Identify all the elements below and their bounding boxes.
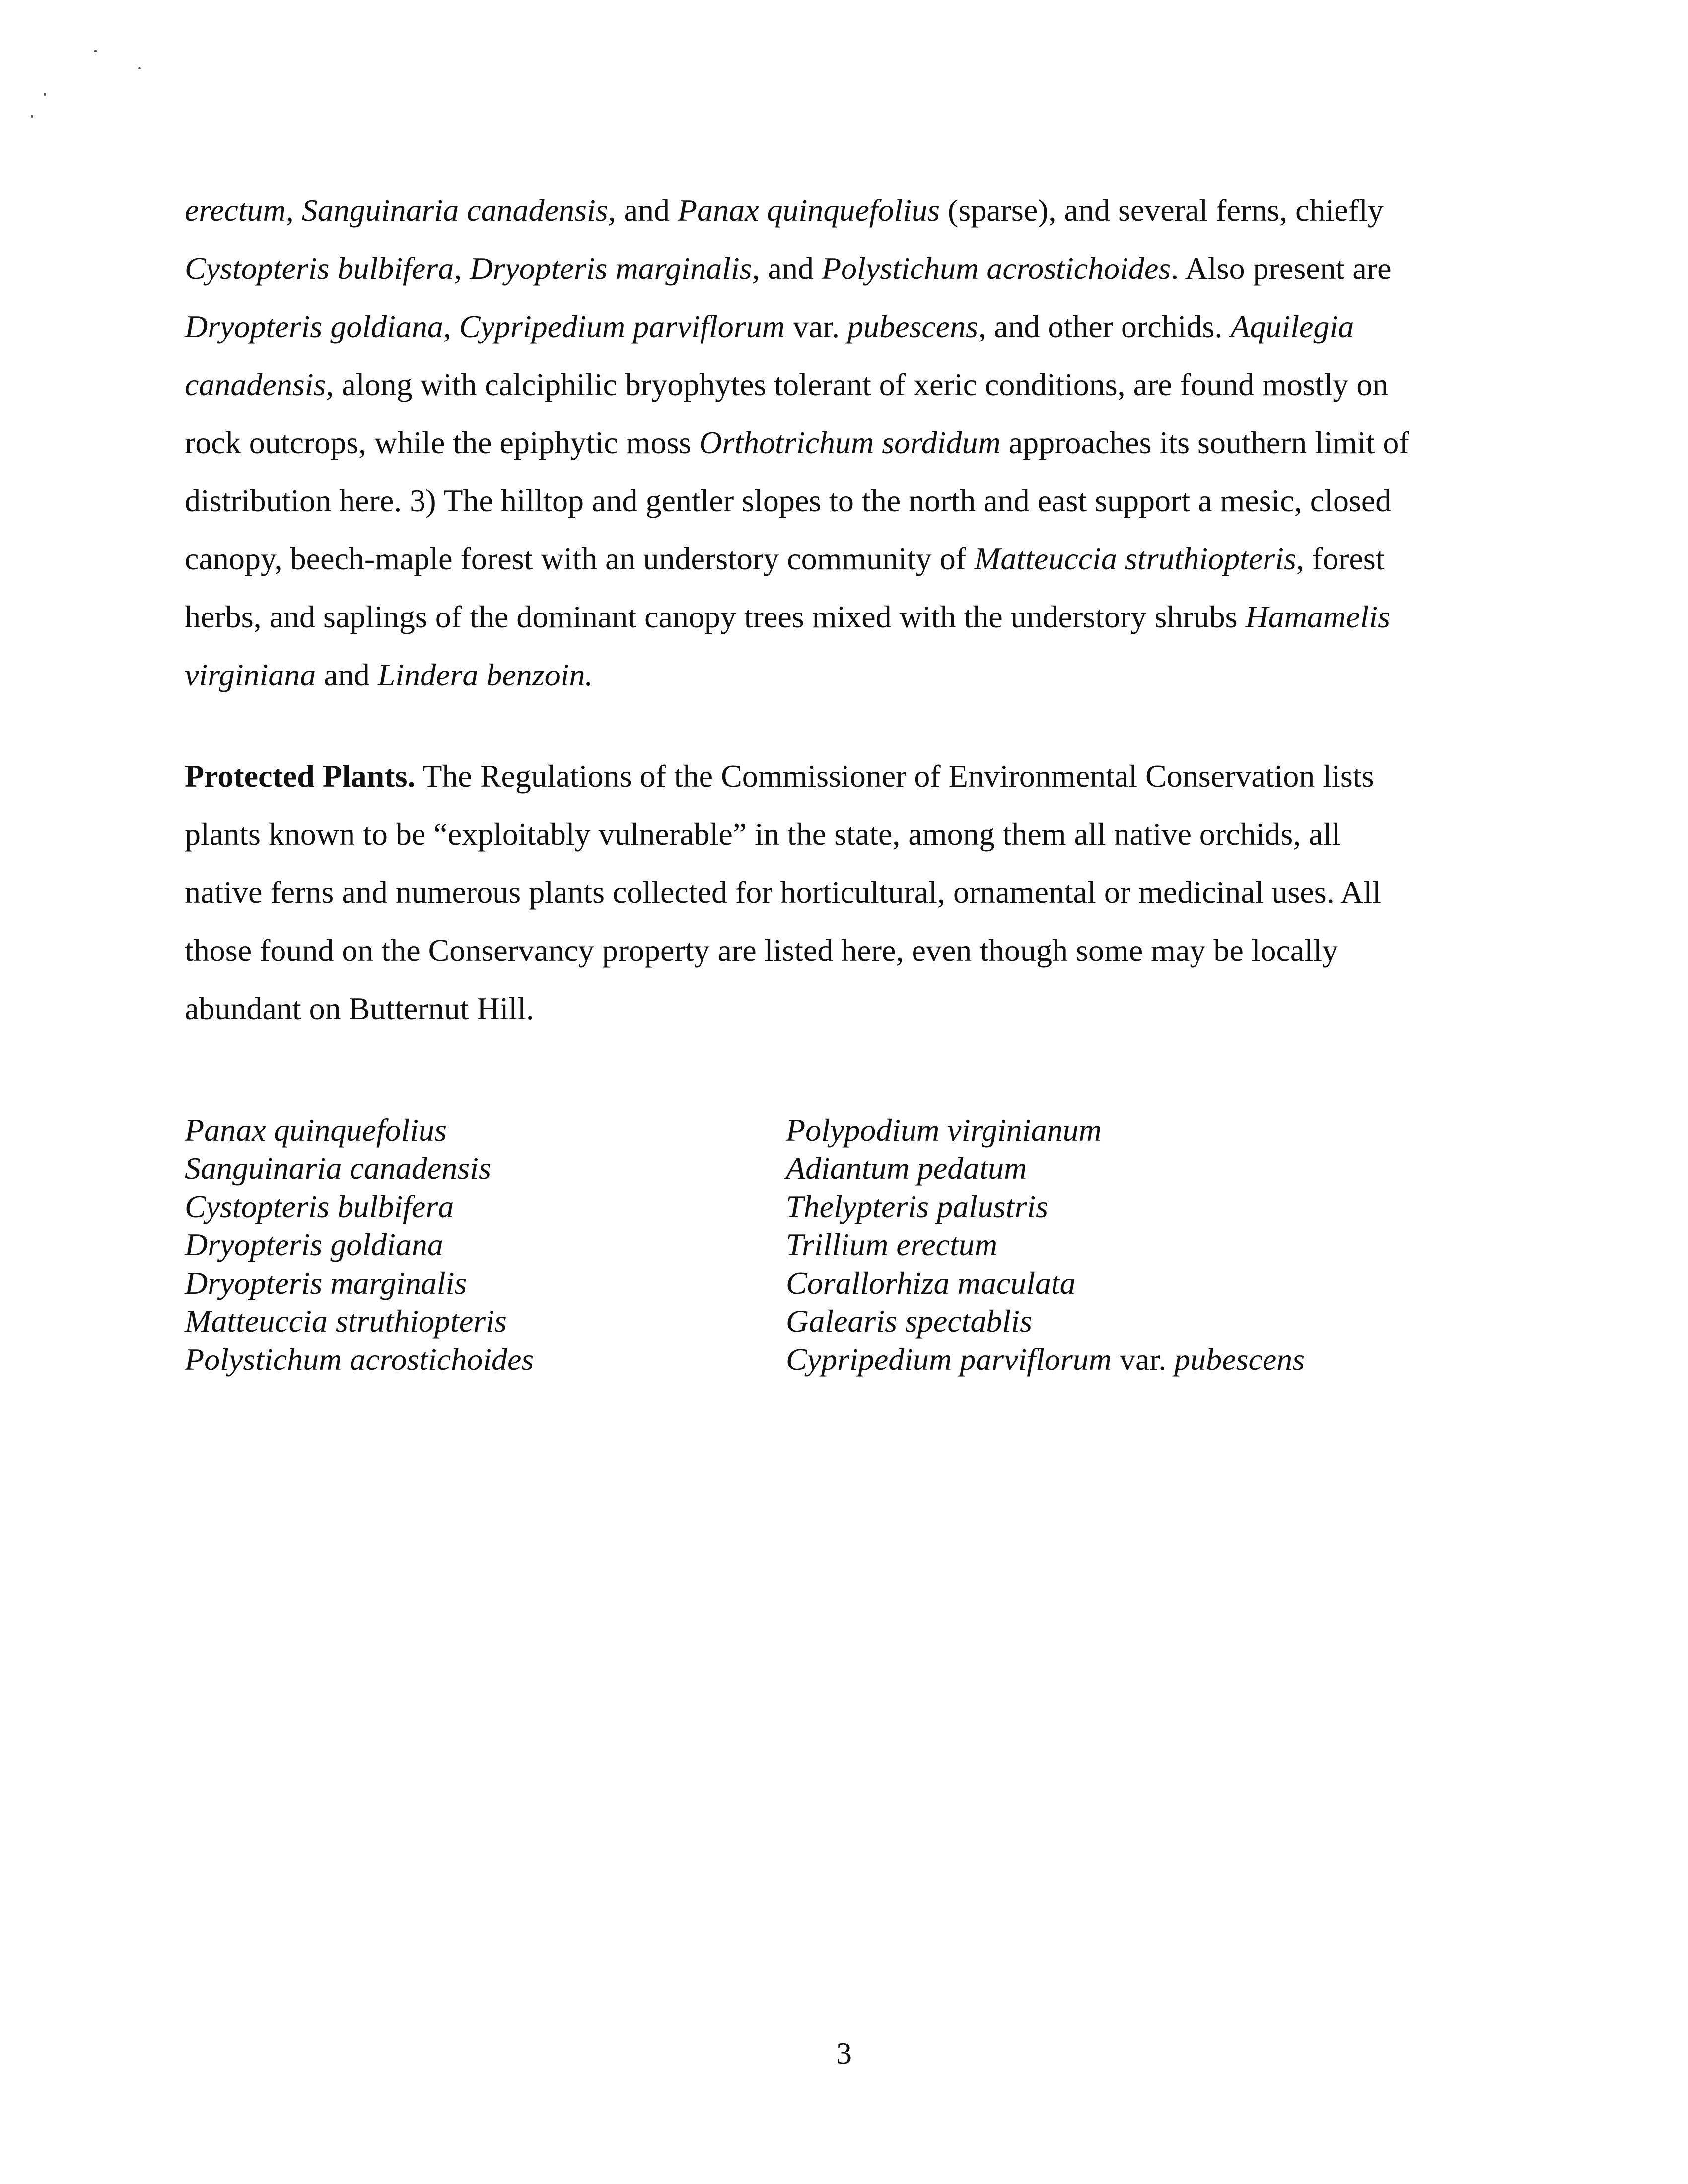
text-line: Dryopteris goldiana, Cypripedium parviflorum var. pubescens, and other orchids. Aquilegia: [185, 309, 1354, 344]
list-item: Polystichum acrostichoides: [185, 1342, 534, 1377]
paragraph-habitat: [185, 181, 1495, 704]
text-line: rock outcrops, while the epiphytic moss Orthotrichum sordidum approaches its southern limit of: [185, 425, 1409, 460]
text-line: Cystopteris bulbifera, Dryopteris marginalis, and Polystichum acrostichoides. Also present are: [185, 251, 1392, 286]
list-item: Cystopteris bulbifera: [185, 1189, 454, 1224]
list-item: Dryopteris marginalis: [185, 1265, 467, 1300]
text-line: Protected Plants. The Regulations of the Commissioner of Environmental Conservation lists: [185, 758, 1374, 794]
list-item: Panax quinquefolius: [185, 1112, 447, 1148]
text-line: erectum, Sanguinaria canadensis, and Panax quinquefolius (sparse), and several ferns, chiefly: [185, 193, 1384, 228]
text-line: herbs, and saplings of the dominant canopy trees mixed with the understory shrubs Hamamelis: [185, 599, 1390, 634]
text-line: canopy, beech-maple forest with an understory community of Matteuccia struthiopteris, forest: [185, 541, 1385, 576]
scan-speck: [31, 115, 33, 118]
list-item: Thelypteris palustris: [786, 1189, 1049, 1224]
page-number: 3: [836, 2036, 852, 2071]
text-line: those found on the Conservancy property are listed here, even though some may be locally: [185, 933, 1338, 968]
list-item: Adiantum pedatum: [786, 1151, 1027, 1186]
list-item: Corallorhiza maculata: [786, 1265, 1076, 1300]
text-line: native ferns and numerous plants collected for horticultural, ornamental or medicinal uses. All: [185, 875, 1381, 910]
list-item: Dryopteris goldiana: [185, 1227, 443, 1262]
text-line: distribution here. 3) The hilltop and gentler slopes to the north and east support a mesic, closed: [185, 483, 1392, 518]
text-line: abundant on Butternut Hill.: [185, 991, 534, 1026]
list-item: Galearis spectablis: [786, 1303, 1032, 1339]
list-item: Sanguinaria canadensis: [185, 1151, 491, 1186]
text-line: virginiana and Lindera benzoin.: [185, 657, 593, 692]
list-item: Trillium erectum: [786, 1227, 998, 1262]
scan-speck: [44, 93, 46, 96]
species-list-right: [786, 1111, 1305, 1378]
list-item: Polypodium virginianum: [786, 1112, 1102, 1148]
paragraph-protected-plants: [185, 747, 1495, 1037]
text-line: canadensis, along with calciphilic bryophytes tolerant of xeric conditions, are found mostly on: [185, 367, 1389, 402]
section-heading: Protected Plants.: [185, 758, 416, 794]
text-line: plants known to be “exploitably vulnerable” in the state, among them all native orchids, all: [185, 817, 1341, 852]
list-item: Cypripedium parviflorum var. pubescens: [786, 1342, 1305, 1377]
scan-speck: [138, 67, 141, 69]
species-list-left: [185, 1111, 534, 1378]
list-item: Matteuccia struthiopteris: [185, 1303, 507, 1339]
scan-speck: [94, 50, 97, 52]
